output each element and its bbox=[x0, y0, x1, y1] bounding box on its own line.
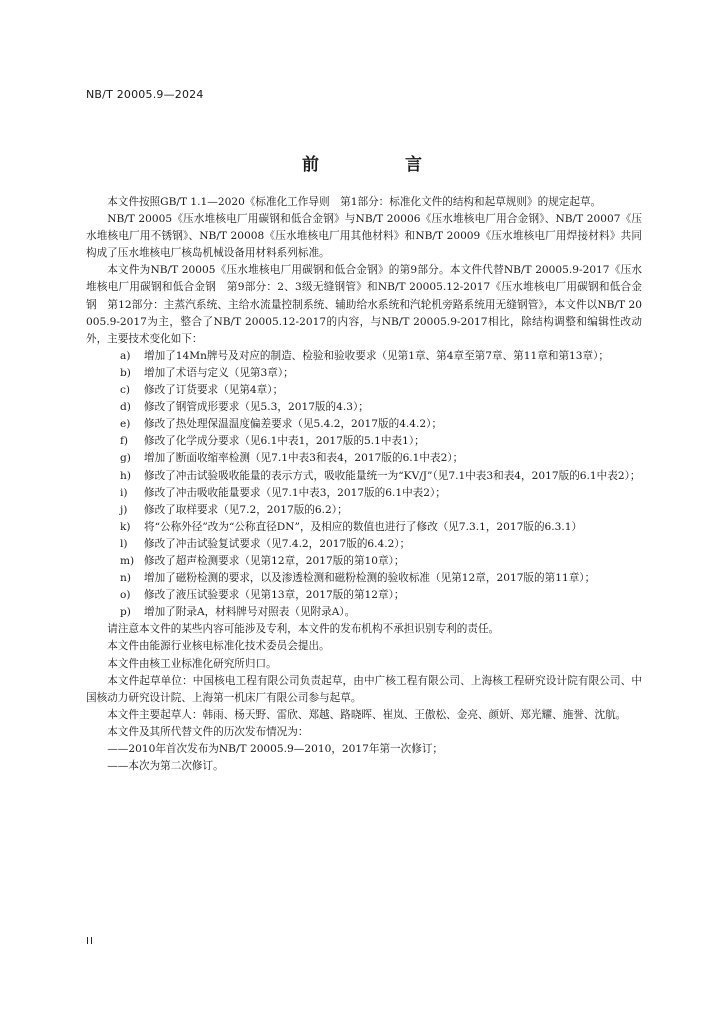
change-list-item bbox=[120, 450, 642, 467]
list-item-text: 修改了冲击试验吸收能量的表示方式，吸收能量统一为“KV/J”（见7.1中表3和表4，2017版的6.1中表2）； bbox=[144, 469, 641, 482]
changes-list bbox=[86, 348, 642, 622]
list-item-label: m) bbox=[120, 554, 135, 567]
list-item-label: n) bbox=[120, 572, 131, 585]
list-item-text: 修改了冲击试验复试要求（见7.4.2，2017版的6.4.2）； bbox=[144, 537, 411, 550]
paragraph: 本文件起草单位：中国核电工程有限公司负责起草，由中广核工程有限公司、上海核工程研究设计院有限公司、中国核动力研究设计院、上海第一机床厂有限公司参与起草。 bbox=[86, 674, 642, 704]
paragraph: 本文件及其所代替文件的历次发布情况为： bbox=[107, 725, 309, 738]
list-item-text: 修改了订货要求（见第4章）； bbox=[144, 384, 284, 397]
list-item-text: 增加了磁粉检测的要求，以及渗透检测和磁粉检测的验收标准（见第12章，2017版的第11章）； bbox=[144, 572, 596, 585]
list-item-label: c) bbox=[120, 384, 131, 397]
change-list-item bbox=[120, 553, 642, 570]
list-item-text: 增加了14Mn牌号及对应的制造、检验和验收要求（见第1章、第4章至第7章、第11章和第13章）； bbox=[144, 349, 609, 362]
list-item-label: d) bbox=[120, 401, 131, 414]
list-item-label: a) bbox=[120, 349, 131, 362]
list-item-text: 增加了附录A，材料牌号对照表（见附录A）。 bbox=[144, 606, 356, 619]
change-list-item bbox=[120, 485, 642, 502]
standard-code: NB/T 20005.9—2024 bbox=[86, 88, 204, 101]
change-list-item bbox=[120, 502, 642, 519]
paragraph: 本文件由能源行业核电标准化技术委员会提出。 bbox=[107, 640, 330, 653]
list-item-text: 修改了钢管成形要求（见5.3，2017版的4.3）； bbox=[144, 401, 369, 414]
page-number: II bbox=[86, 936, 94, 947]
paragraph: 本文件按照GB/T 1.1—2020《标准化工作导则 第1部分：标准化文件的结构和起草规则》的规定起草。 bbox=[107, 196, 602, 208]
change-list-item bbox=[120, 604, 642, 621]
list-item-label: p) bbox=[120, 606, 131, 619]
change-list-item bbox=[120, 365, 642, 382]
list-item-text: 增加了断面收缩率检测（见7.1中表3和表4，2017版的6.1中表2）； bbox=[144, 452, 464, 465]
list-item-label: l) bbox=[120, 537, 128, 550]
list-item-text: 修改了液压试验要求（见第13章，2017版的第12章）； bbox=[144, 589, 405, 602]
change-list-item bbox=[120, 348, 642, 365]
paragraph: 本文件为NB/T 20005《压水堆核电厂用碳钢和低合金钢》的第9部分。本文件代替NB/T 20005.9-2017《压水堆核电厂用碳钢和低合金钢 第9部分：2、3级无缝钢管》和NB/T 20005.12-2017《压水堆核电厂用碳钢和低合金钢 第12部分：主蒸汽系统、主给水流量控制系统、辅助给水系统和汽轮机旁路系统用无缝钢管》，本文件以NB/T 20005.9-2017为主，整合了NB/T 20005.12-2017的内容，与NB/T 20005.9-2017相比，除结构调整和编辑性改动外，主要技术变化如下： bbox=[86, 264, 642, 345]
list-item-label: o) bbox=[120, 589, 131, 602]
list-item-text: 修改了冲击吸收能量要求（见7.1中表3，2017版的6.1中表2）； bbox=[144, 486, 446, 499]
list-item-label: e) bbox=[120, 418, 131, 431]
list-item-text: 修改了热处理保温温度偏差要求（见5.4.2，2017版的4.4.2）； bbox=[144, 418, 443, 431]
paragraph: NB/T 20005《压水堆核电厂用碳钢和低合金钢》与NB/T 20006《压水堆核电厂用合金钢》、NB/T 20007《压水堆核电厂用不锈钢》、NB/T 20008《压水堆核电厂用其他材料》和NB/T 20009《压水堆核电厂用焊接材料》共同构成了压水堆核电厂核岛机械设备用材料系列标准。 bbox=[86, 213, 642, 260]
change-list-item bbox=[120, 399, 642, 416]
change-list-item bbox=[120, 382, 642, 399]
list-item-text: 修改了超声检测要求（见第12章，2017版的第10章）； bbox=[144, 554, 405, 567]
change-list-item bbox=[120, 587, 642, 604]
list-item-text: 将“公称外径”改为“公称直径DN”，及相应的数值也进行了修改（见7.3.1，2017版的6.3.1） bbox=[144, 520, 583, 533]
document-body bbox=[86, 194, 642, 775]
list-item-label: f) bbox=[120, 435, 129, 448]
paragraph: 本文件主要起草人：韩雨、杨天野、雷欣、郑越、路晓晖、崔岚、王傲松、金亮、颜妍、郑光耀、施誉、沈航。 bbox=[107, 708, 627, 721]
change-list-item bbox=[120, 536, 642, 553]
history-item: ——本次为第二次修订。 bbox=[107, 760, 224, 773]
list-item-label: g) bbox=[120, 452, 131, 465]
change-list-item bbox=[120, 519, 642, 536]
change-list-item bbox=[120, 416, 642, 433]
list-item-text: 修改了化学成分要求（见6.1中表1，2017版的5.1中表1）； bbox=[144, 435, 425, 448]
paragraph: 本文件由核工业标准化研究所归口。 bbox=[107, 657, 277, 670]
change-list-item bbox=[120, 570, 642, 587]
list-item-label: j) bbox=[120, 503, 128, 516]
list-item-label: k) bbox=[120, 520, 131, 533]
list-item-text: 增加了术语与定义（见第3章）； bbox=[144, 366, 294, 379]
history-item: ——2010年首次发布为NB/T 20005.9—2010，2017年第一次修订； bbox=[107, 743, 444, 755]
change-list-item bbox=[120, 433, 642, 450]
change-list-item bbox=[120, 468, 642, 485]
list-item-label: b) bbox=[120, 366, 131, 379]
paragraph: 请注意本文件的某些内容可能涉及专利，本文件的发布机构不承担识别专利的责任。 bbox=[107, 623, 500, 636]
list-item-text: 修改了取样要求（见7.2，2017版的6.2）； bbox=[144, 503, 348, 516]
list-item-label: h) bbox=[120, 469, 131, 482]
page-title: 前 言 bbox=[302, 155, 462, 175]
list-item-label: i) bbox=[120, 486, 128, 499]
